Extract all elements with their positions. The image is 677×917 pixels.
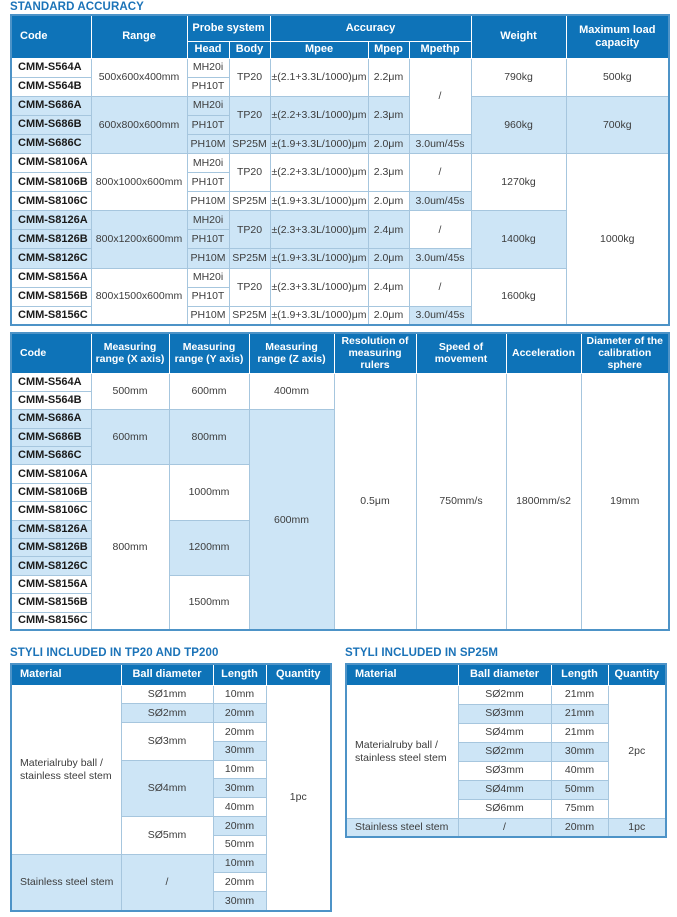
data-cell: 30mm [551,742,608,761]
data-cell: 800mm [169,410,249,465]
code-cell: CMM-S8156A [11,575,91,593]
data-cell: 30mm [213,741,266,760]
data-cell: TP20 [229,96,270,134]
code-cell: CMM-S8156C [11,306,91,325]
styli-tp20-table [10,663,332,912]
data-cell: 1000mm [169,465,249,520]
data-cell: 1600kg [471,268,566,325]
data-cell: / [409,268,471,306]
data-cell: SP25M [229,134,270,153]
column-header: Acceleration [506,333,581,373]
column-header: Measuring range (Y axis) [169,333,249,373]
table-row [346,685,666,704]
data-cell: SØ3mm [458,761,551,780]
data-cell: 3.0um/45s [409,134,471,153]
data-cell: ±(2.1+3.3L/1000)μm [270,58,368,96]
code-cell: CMM-S8156A [11,268,91,287]
data-cell: 3.0um/45s [409,192,471,211]
column-header: Body [229,41,270,58]
data-cell: 2.0μm [368,134,409,153]
code-cell: CMM-S8126C [11,557,91,575]
column-header: Length [213,664,266,685]
data-cell: PH10M [187,134,229,153]
data-cell: Materialruby ball / stainless steel stem [346,685,458,818]
column-header: Mpee [270,41,368,58]
data-cell: 3.0um/45s [409,306,471,325]
measuring-range-table [10,332,670,631]
data-cell: 700kg [566,96,669,153]
data-cell: 75mm [551,799,608,818]
data-cell: 40mm [551,761,608,780]
data-cell: 2.0μm [368,249,409,268]
code-cell: CMM-S8126A [11,211,91,230]
column-header: Material [11,664,121,685]
standard-accuracy-table [10,14,670,326]
code-cell: CMM-S686A [11,410,91,428]
data-cell: ±(1.9+3.3L/1000)μm [270,249,368,268]
data-cell: 2.4μm [368,211,409,249]
column-header: Ball diameter [458,664,551,685]
data-cell: 600mm [169,373,249,410]
data-cell: ±(1.9+3.3L/1000)μm [270,192,368,211]
data-cell: 10mm [213,685,266,704]
data-cell: 600mm [249,410,334,631]
column-header: Measuring range (Z axis) [249,333,334,373]
column-header: Mpep [368,41,409,58]
code-cell: CMM-S564B [11,77,91,96]
data-cell: 30mm [213,892,266,911]
data-cell: MH20i [187,211,229,230]
data-cell: 1pc [608,818,666,837]
data-cell: 960kg [471,96,566,153]
data-cell: PH10T [187,287,229,306]
data-cell: TP20 [229,211,270,249]
code-cell: CMM-S686B [11,428,91,446]
data-cell: 2.4μm [368,268,409,306]
code-cell: CMM-S564A [11,58,91,77]
table-row [11,373,669,391]
data-cell: 10mm [213,760,266,779]
code-cell: CMM-S8156B [11,287,91,306]
data-cell: 1400kg [471,211,566,268]
data-cell: SØ5mm [121,817,213,855]
data-cell: 790kg [471,58,566,96]
data-cell: SØ3mm [121,723,213,761]
data-cell: 20mm [551,818,608,837]
data-cell: ±(2.2+3.3L/1000)μm [270,96,368,134]
data-cell: 1500mm [169,575,249,630]
data-cell: 600x800x600mm [91,96,187,153]
code-cell: CMM-S686C [11,134,91,153]
data-cell: 0.5μm [334,373,416,630]
data-cell: 800mm [91,465,169,631]
column-header: Speed of movement [416,333,506,373]
code-cell: CMM-S8106A [11,153,91,172]
data-cell: TP20 [229,58,270,96]
column-header: Diameter of the calibration sphere [581,333,669,373]
data-cell: 2.0μm [368,192,409,211]
data-cell: PH10T [187,173,229,192]
data-cell: / [458,818,551,837]
data-cell: SØ2mm [458,685,551,704]
data-cell: SØ2mm [121,704,213,723]
header-row [346,664,666,685]
code-cell: CMM-S8106C [11,192,91,211]
header-row [11,15,669,41]
column-header: Ball diameter [121,664,213,685]
code-cell: CMM-S8106B [11,173,91,192]
data-cell: ±(2.3+3.3L/1000)μm [270,211,368,249]
data-cell: SØ3mm [458,704,551,723]
data-cell: PH10M [187,306,229,325]
column-header: Weight [471,15,566,58]
data-cell: MH20i [187,268,229,287]
column-header: Length [551,664,608,685]
code-cell: CMM-S8126A [11,520,91,538]
data-cell: 21mm [551,723,608,742]
data-cell: MH20i [187,153,229,172]
data-cell: ±(2.3+3.3L/1000)μm [270,268,368,306]
data-cell: 19mm [581,373,669,630]
data-cell: 21mm [551,704,608,723]
data-cell: SØ4mm [121,760,213,816]
data-cell: 30mm [213,779,266,798]
data-cell: 20mm [213,723,266,742]
data-cell: ±(2.2+3.3L/1000)μm [270,153,368,191]
styli-tp20-title: STYLI INCLUDED IN TP20 AND TP200 [10,647,219,659]
column-header: Material [346,664,458,685]
data-cell: PH10T [187,115,229,134]
styli-sp25m-title: STYLI INCLUDED IN SP25M [345,647,499,659]
standard-accuracy-title: STANDARD ACCURACY [10,1,144,13]
data-cell: 400mm [249,373,334,410]
code-cell: CMM-S8106B [11,483,91,501]
column-header: Maximum load capacity [566,15,669,58]
table-row [346,818,666,837]
data-cell: MH20i [187,96,229,115]
data-cell: 1800mm/s2 [506,373,581,630]
data-cell: / [409,211,471,249]
data-cell: 800x1200x600mm [91,211,187,268]
header-row [11,333,669,373]
column-header: Measuring range (X axis) [91,333,169,373]
data-cell: / [121,854,213,910]
header-row [11,664,331,685]
data-cell: 500kg [566,58,669,96]
table-row [11,685,331,704]
code-cell: CMM-S564A [11,373,91,391]
code-cell: CMM-S8156B [11,594,91,612]
data-cell: SØ4mm [458,780,551,799]
code-cell: CMM-S8126B [11,230,91,249]
data-cell: 3.0um/45s [409,249,471,268]
data-cell: MH20i [187,58,229,77]
table-row [11,58,669,77]
data-cell: Stainless steel stem [11,854,121,910]
data-cell: PH10M [187,249,229,268]
column-header: Head [187,41,229,58]
code-cell: CMM-S8126C [11,249,91,268]
code-cell: CMM-S8156C [11,612,91,630]
data-cell: PH10T [187,230,229,249]
styli-sp25m-table [345,663,667,838]
data-cell: 500mm [91,373,169,410]
code-cell: CMM-S564B [11,391,91,409]
data-cell: ±(1.9+3.3L/1000)μm [270,306,368,325]
data-cell: 50mm [551,780,608,799]
data-cell: 2.0μm [368,306,409,325]
column-header: Resolution of measuring rulers [334,333,416,373]
code-cell: CMM-S686A [11,96,91,115]
data-cell: 1200mm [169,520,249,575]
column-header: Quantity [608,664,666,685]
column-header: Range [91,15,187,58]
data-cell: 600mm [91,410,169,465]
data-cell: 40mm [213,798,266,817]
table-row [11,153,669,172]
data-cell: TP20 [229,268,270,306]
data-cell: 1pc [266,685,331,911]
data-cell: Stainless steel stem [346,818,458,837]
data-cell: / [409,58,471,134]
data-cell: PH10T [187,77,229,96]
data-cell: Materialruby ball / stainless steel stem [11,685,121,854]
column-header: Accuracy [270,15,471,41]
data-cell: 20mm [213,817,266,836]
data-cell: SØ2mm [458,742,551,761]
data-cell: SP25M [229,306,270,325]
data-cell: 20mm [213,704,266,723]
data-cell: PH10M [187,192,229,211]
data-cell: SØ4mm [458,723,551,742]
data-cell: 2.2μm [368,58,409,96]
column-header: Mpethp [409,41,471,58]
data-cell: SP25M [229,249,270,268]
data-cell: / [409,153,471,191]
data-cell: 2.3μm [368,96,409,134]
data-cell: 20mm [213,873,266,892]
data-cell: 500x600x400mm [91,58,187,96]
data-cell: SP25M [229,192,270,211]
column-header: Code [11,15,91,58]
data-cell: 10mm [213,854,266,873]
data-cell: 800x1000x600mm [91,153,187,210]
table-row [11,96,669,115]
column-header: Code [11,333,91,373]
code-cell: CMM-S686C [11,447,91,465]
data-cell: 2.3μm [368,153,409,191]
data-cell: 1270kg [471,153,566,210]
data-cell: TP20 [229,153,270,191]
column-header: Quantity [266,664,331,685]
data-cell: 2pc [608,685,666,818]
column-header: Probe system [187,15,270,41]
code-cell: CMM-S686B [11,115,91,134]
data-cell: ±(1.9+3.3L/1000)μm [270,134,368,153]
code-cell: CMM-S8106C [11,502,91,520]
data-cell: SØ1mm [121,685,213,704]
data-cell: 750mm/s [416,373,506,630]
data-cell: 21mm [551,685,608,704]
data-cell: 800x1500x600mm [91,268,187,325]
data-cell: 1000kg [566,153,669,325]
code-cell: CMM-S8106A [11,465,91,483]
data-cell: SØ6mm [458,799,551,818]
code-cell: CMM-S8126B [11,539,91,557]
data-cell: 50mm [213,835,266,854]
